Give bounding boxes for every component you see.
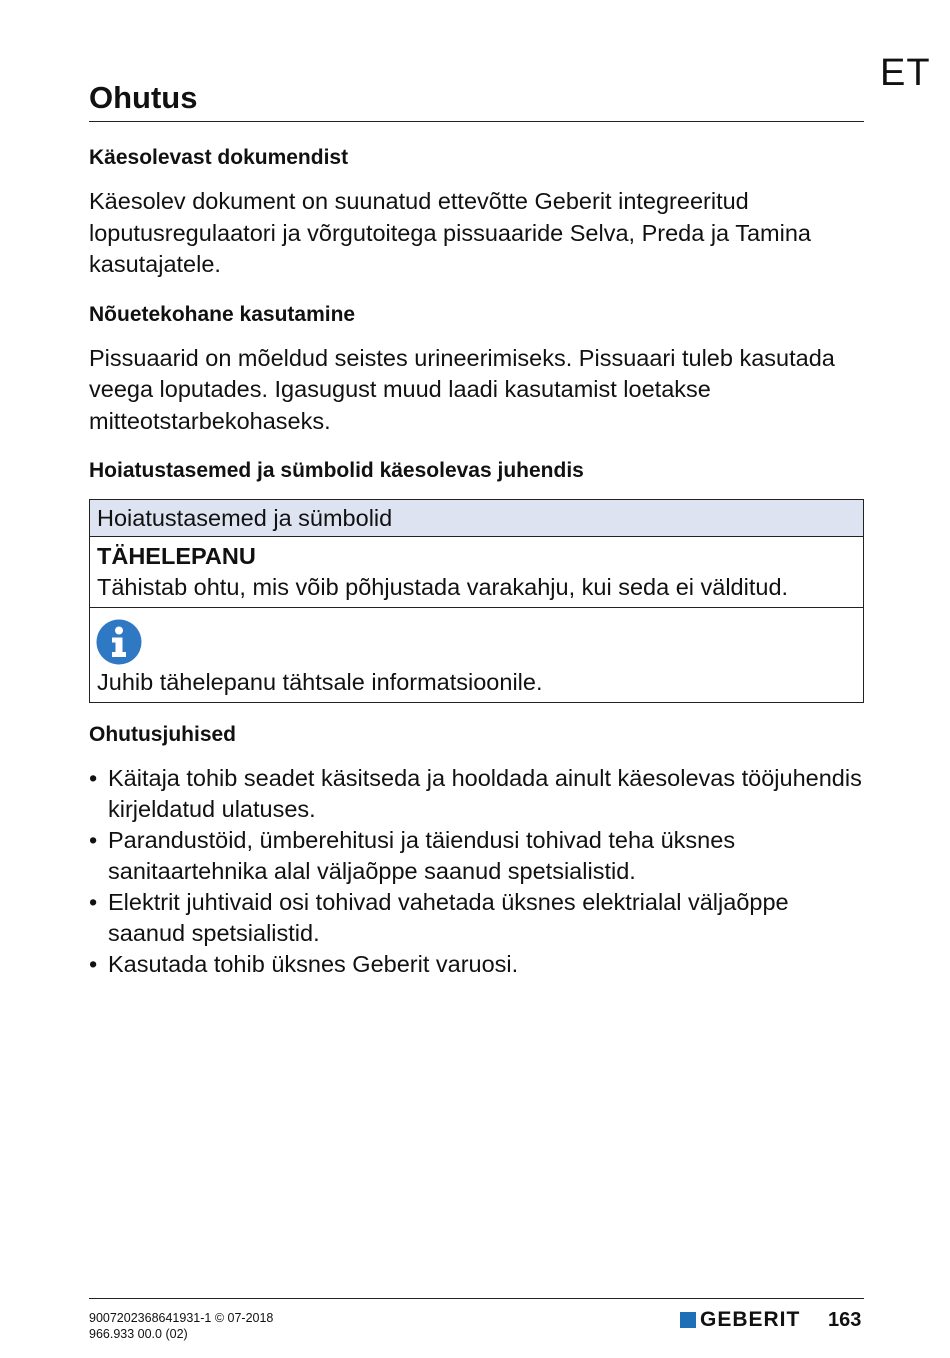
brand-square-icon	[680, 1312, 696, 1328]
list-item	[89, 949, 864, 980]
list-item	[89, 763, 864, 825]
section-heading-safety: Ohutusjuhised	[89, 723, 236, 746]
notice-text: Tähistab ohtu, mis võib põhjustada varakahju, kui seda ei välditud.	[97, 574, 789, 600]
page-title: Ohutus	[89, 80, 198, 115]
footer-document-info	[89, 1310, 273, 1342]
safety-instructions-list	[89, 763, 864, 980]
table-row-notice	[90, 537, 863, 607]
notice-label: TÄHELEPANU	[97, 543, 256, 569]
bullet-marker: •	[89, 765, 98, 791]
list-item	[89, 825, 864, 887]
info-text: Juhib tähelepanu tähtsale informatsioonile.	[97, 669, 543, 695]
bullet-marker: •	[89, 951, 98, 977]
intended-use-paragraph: Pissuaarid on mõeldud seistes urineerimiseks. Pissuaari tuleb kasutada veega loputades. Igasugust muud laadi kasutamist loetakse mitteotstarbekohaseks.	[89, 344, 835, 434]
section-heading-warning-levels: Hoiatustasemed ja sümbolid käesolevas juhendis	[89, 459, 584, 482]
list-item	[89, 887, 864, 949]
bullet-marker: •	[89, 827, 98, 853]
document-number: 9007202368641931-1 © 07-2018	[89, 1311, 274, 1325]
about-paragraph: Käesolev dokument on suunatud ettevõtte Geberit integreeritud loputusregulaatori ja võrgutoitega pissuaaride Selva, Preda ja Tamina kasutajatele.	[89, 188, 811, 277]
info-icon	[95, 618, 143, 666]
brand-name: GEBERIT	[700, 1308, 801, 1331]
brand-logo	[680, 1308, 800, 1332]
footer-divider	[89, 1298, 864, 1299]
section-heading-about: Käesolevast dokumendist	[89, 146, 349, 169]
language-code: ET	[880, 52, 931, 94]
list-item-text: Elektrit juhtivaid osi tohivad vahetada üksnes elektrialal väljaõppe saanud spetsialistid.	[108, 889, 789, 946]
list-item-text: Kasutada tohib üksnes Geberit varuosi.	[108, 951, 519, 977]
section-heading-intended-use: Nõuetekohane kasutamine	[89, 302, 356, 326]
bullet-marker: •	[89, 889, 98, 915]
table-row-info	[90, 607, 863, 702]
table-header: Hoiatustasemed ja sümbolid	[90, 500, 863, 537]
page-content	[89, 144, 864, 980]
list-item-text: Parandustöid, ümberehitusi ja täiendusi tohivad teha üksnes sanitaartehnika alal väljaõppe saanud spetsialistid.	[108, 827, 736, 884]
warning-symbols-table	[89, 499, 864, 703]
list-item-text: Käitaja tohib seadet käsitseda ja hooldada ainult käesolevas tööjuhendis kirjeldatud ulatuses.	[108, 765, 862, 822]
document-version: 966.933 00.0 (02)	[89, 1327, 188, 1341]
title-divider	[89, 121, 864, 122]
page-number: 163	[828, 1309, 862, 1331]
